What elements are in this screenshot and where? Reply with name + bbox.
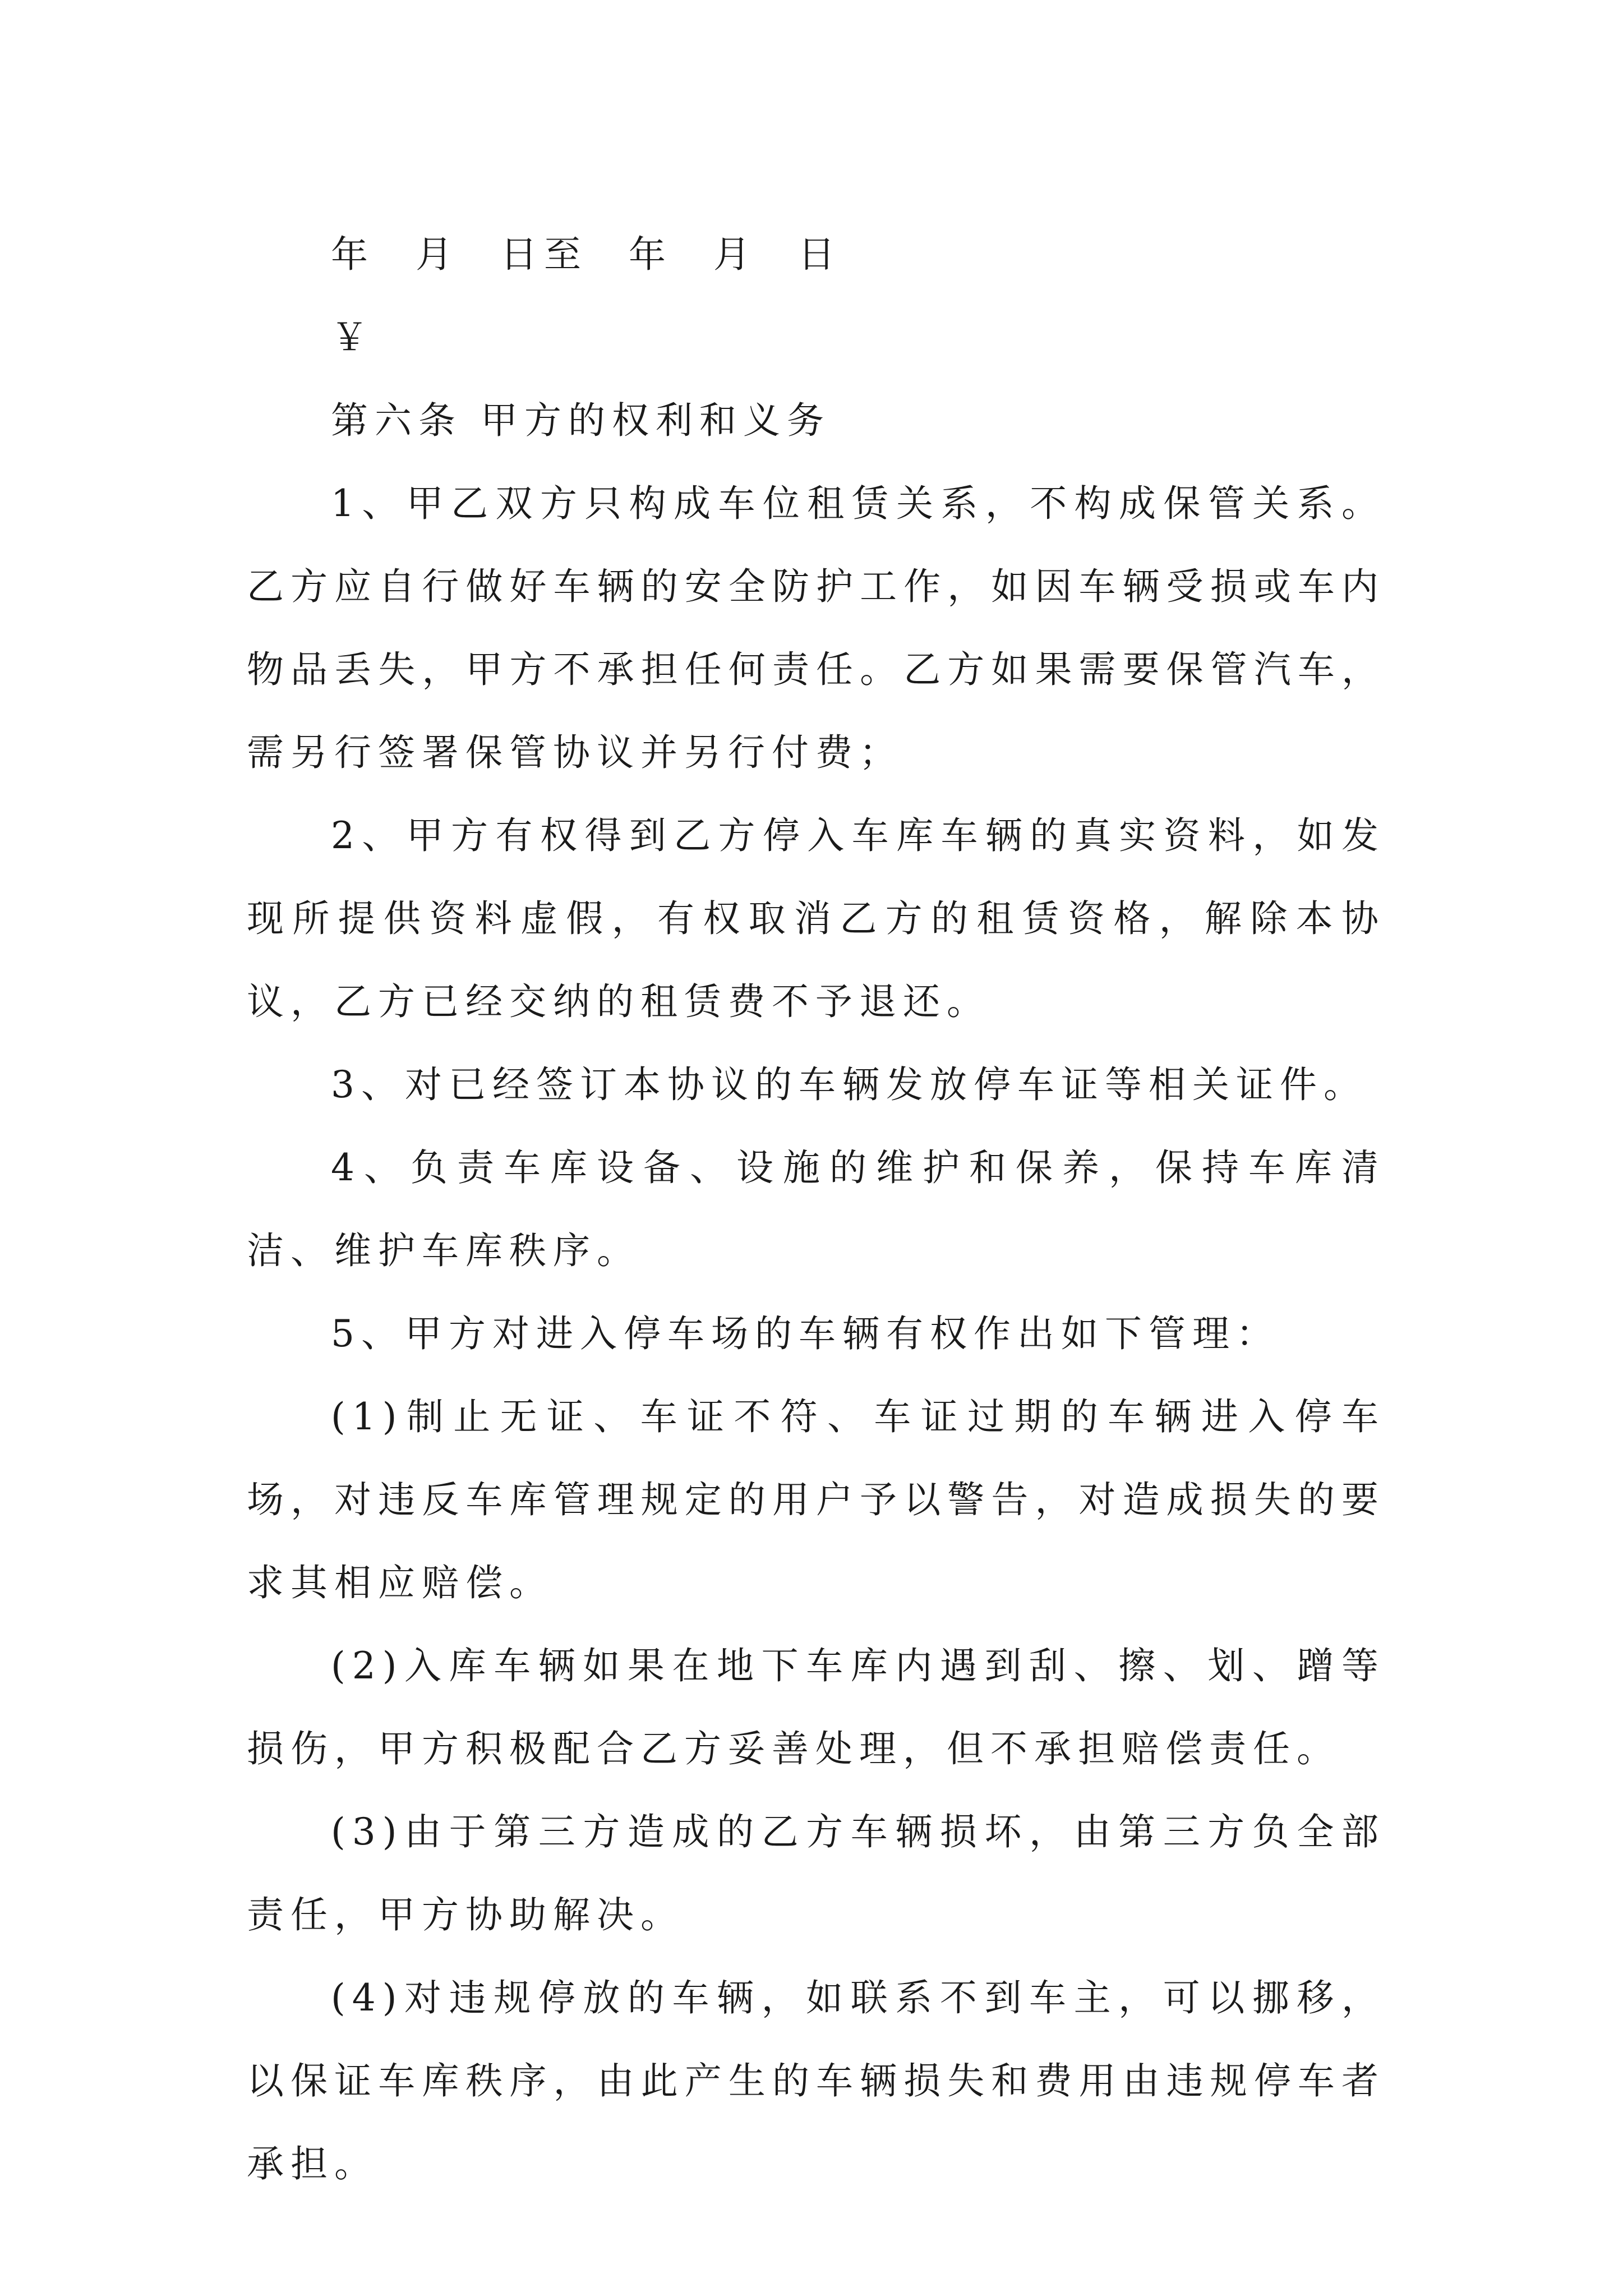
paragraph-2: 2、甲方有权得到乙方停入车库车辆的真实资料，如发现所提供资料虚假，有权取消乙方的租赁资格，解除本协议，乙方已经交纳的租赁费不予退还。 bbox=[247, 814, 1385, 1023]
sub-item-1: (1)制止无证、车证不符、车证过期的车辆进入停车场，对违反车库管理规定的用户予以警告，对造成损失的要求其相应赔偿。 bbox=[247, 1395, 1385, 1604]
paragraph-5: 5、甲方对进入停车场的车辆有权作出如下管理： bbox=[331, 1312, 1280, 1355]
sub-item-4: (4)对违规停放的车辆，如联系不到车主，可以挪移，以保证车库秩序，由此产生的车辆损失和费用由违规停车者承担。 bbox=[247, 1976, 1385, 2185]
paragraph-3: 3、对已经签订本协议的车辆发放停车证等相关证件。 bbox=[331, 1063, 1367, 1106]
article-title: 第六条 甲方的权利和义务 bbox=[331, 399, 831, 442]
date-range-line: 年 月 日至 年 月 日 bbox=[331, 233, 842, 276]
document-body bbox=[247, 213, 1385, 2206]
paragraph-4: 4、负责车库设备、设施的维护和保养，保持车库清洁、维护车库秩序。 bbox=[247, 1146, 1385, 1272]
sub-item-2: (2)入库车辆如果在地下车库内遇到刮、擦、划、蹭等损伤，甲方积极配合乙方妥善处理，但不承担赔偿责任。 bbox=[247, 1644, 1385, 1770]
currency-symbol: ￥ bbox=[331, 316, 375, 359]
paragraph-1: 1、甲乙双方只构成车位租赁关系，不构成保管关系。乙方应自行做好车辆的安全防护工作，如因车辆受损或车内物品丢失，甲方不承担任何责任。乙方如果需要保管汽车，需另行签署保管协议并另行付费； bbox=[247, 482, 1385, 774]
sub-item-3: (3)由于第三方造成的乙方车辆损坏，由第三方负全部责任，甲方协助解决。 bbox=[247, 1810, 1385, 1936]
